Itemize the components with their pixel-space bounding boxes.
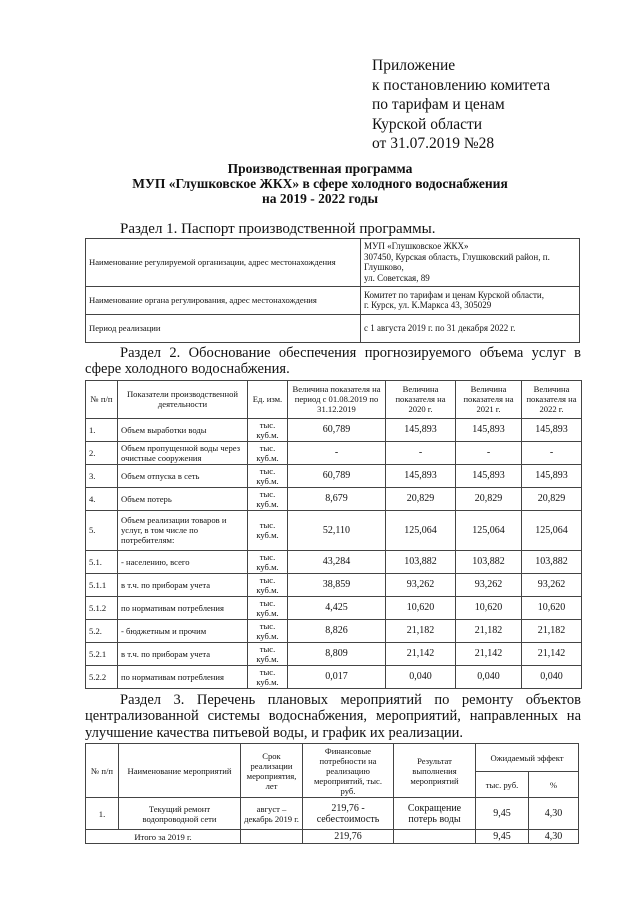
header-cell: Величина показателя на 2020 г. (386, 380, 456, 418)
cell-2022: 20,829 (522, 487, 582, 510)
cell-indicator: Объем потерь (118, 487, 248, 510)
cell-2019: - (288, 441, 386, 464)
table-row (86, 596, 582, 619)
cell-num: 5.2.1 (86, 642, 118, 665)
cell-num: 5.1.2 (86, 596, 118, 619)
cell-2021: 125,064 (456, 510, 522, 550)
total-pct: 4,30 (529, 830, 579, 844)
cell-2022: 103,882 (522, 550, 582, 573)
cell-2021: - (456, 441, 522, 464)
document-title (0, 161, 640, 206)
header-term: Срок реализации мероприятия, лет (241, 744, 303, 798)
cell-2022: 145,893 (522, 418, 582, 441)
cell-2020: 93,262 (386, 573, 456, 596)
table-row (86, 642, 582, 665)
value-line: ул. Советская, 89 (364, 272, 430, 283)
cell-2020: 145,893 (386, 418, 456, 441)
cell-2022: 145,893 (522, 464, 582, 487)
cell-num: 3. (86, 464, 118, 487)
cell-empty (241, 830, 303, 844)
appendix-line: от 31.07.2019 №28 (372, 135, 495, 152)
measures-table (85, 743, 579, 844)
table-row (86, 619, 582, 642)
header-cell: Ед. изм. (248, 380, 288, 418)
cell-2019: 60,789 (288, 464, 386, 487)
cell-unit: тыс. куб.м. (248, 418, 288, 441)
section1-heading: Раздел 1. Паспорт производственной программы. (120, 220, 436, 237)
appendix-line: к постановлению комитета (372, 76, 551, 94)
section2-heading: Раздел 2. Обоснование обеспечения прогнозируемого объема услуг в сфере холодного водоснабжения. (85, 344, 581, 377)
cell-2022: - (522, 441, 582, 464)
cell-2020: 103,882 (386, 550, 456, 573)
cell-num: 5.1.1 (86, 573, 118, 596)
section3-heading: Раздел 3. Перечень плановых мероприятий по ремонту объектов централизованной системы водоснабжения, мероприятий, направленных на улучшение качества питьевой воды, и график их реализации. (85, 691, 581, 741)
cell-unit: тыс. куб.м. (248, 665, 288, 688)
value-line: МУП «Глушковское ЖКХ» (364, 241, 469, 251)
cell-indicator: в т.ч. по приборам учета (118, 642, 248, 665)
cell-num: 5.1. (86, 550, 118, 573)
cell-finance: 219,76 - себестоимость (303, 798, 394, 830)
cell-2021: 21,142 (456, 642, 522, 665)
table-row (86, 665, 582, 688)
cell-unit: тыс. куб.м. (248, 619, 288, 642)
table-row (86, 573, 582, 596)
header-effect-rub: тыс. руб. (476, 772, 529, 798)
cell-2021: 21,182 (456, 619, 522, 642)
cell-name: Текущий ремонт водопроводной сети (119, 798, 241, 830)
table-total-row (86, 830, 579, 844)
table-header-row (86, 380, 582, 418)
header-result: Результат выполнения мероприятий (394, 744, 476, 798)
cell-unit: тыс. куб.м. (248, 441, 288, 464)
passport-label: Наименование органа регулирования, адрес местонахождения (86, 286, 361, 314)
title-line: на 2019 - 2022 годы (261, 190, 379, 206)
table-row (86, 286, 580, 314)
cell-2021: 0,040 (456, 665, 522, 688)
appendix-line: Приложение (372, 57, 456, 74)
cell-unit: тыс. куб.м. (248, 596, 288, 619)
passport-label: Наименование регулируемой организации, адрес местонахождения (86, 238, 361, 286)
cell-num: 4. (86, 487, 118, 510)
cell-2022: 21,182 (522, 619, 582, 642)
total-label: Итого за 2019 г. (86, 830, 241, 844)
header-finance: Финансовые потребности на реализацию мероприятий, тыс. руб. (303, 744, 394, 798)
cell-unit: тыс. куб.м. (248, 573, 288, 596)
cell-pct: 4,30 (529, 798, 579, 830)
cell-unit: тыс. куб.м. (248, 550, 288, 573)
header-effect-pct: % (529, 772, 579, 798)
table-row (86, 441, 582, 464)
cell-2021: 103,882 (456, 550, 522, 573)
cell-num: 1. (86, 418, 118, 441)
header-effect: Ожидаемый эффект (476, 744, 579, 772)
passport-table (85, 238, 580, 343)
cell-rub: 9,45 (476, 798, 529, 830)
passport-value (361, 238, 580, 286)
cell-2020: - (386, 441, 456, 464)
cell-2020: 125,064 (386, 510, 456, 550)
cell-2019: 8,809 (288, 642, 386, 665)
passport-value (361, 286, 580, 314)
cell-indicator: по нормативам потребления (118, 665, 248, 688)
cell-2022: 10,620 (522, 596, 582, 619)
cell-indicator: - бюджетным и прочим (118, 619, 248, 642)
cell-indicator: в т.ч. по приборам учета (118, 573, 248, 596)
appendix-line: по тарифам и ценам (372, 96, 505, 113)
cell-2019: 8,826 (288, 619, 386, 642)
cell-2022: 125,064 (522, 510, 582, 550)
cell-2020: 21,142 (386, 642, 456, 665)
cell-unit: тыс. куб.м. (248, 510, 288, 550)
table-row (86, 314, 580, 342)
cell-2021: 145,893 (456, 464, 522, 487)
cell-result: Сокращение потерь воды (394, 798, 476, 830)
cell-2020: 0,040 (386, 665, 456, 688)
cell-2021: 10,620 (456, 596, 522, 619)
cell-num: 5.2. (86, 619, 118, 642)
cell-unit: тыс. куб.м. (248, 487, 288, 510)
total-finance: 219,76 (303, 830, 394, 844)
cell-2021: 93,262 (456, 573, 522, 596)
title-line: Производственная программа (227, 160, 413, 176)
header-cell: Величина показателя на 2021 г. (456, 380, 522, 418)
table-row (86, 418, 582, 441)
cell-2022: 21,142 (522, 642, 582, 665)
cell-indicator: - населению, всего (118, 550, 248, 573)
appendix-line: Курской области (372, 115, 483, 133)
table-header-row (86, 744, 579, 772)
cell-2019: 0,017 (288, 665, 386, 688)
cell-2021: 145,893 (456, 418, 522, 441)
cell-unit: тыс. куб.м. (248, 464, 288, 487)
table-row (86, 798, 579, 830)
value-line: 307450, Курская область, Глушковский район, п. Глушково, (364, 251, 550, 272)
passport-label: Период реализации (86, 314, 361, 342)
table-row (86, 550, 582, 573)
cell-2022: 0,040 (522, 665, 582, 688)
cell-num: 2. (86, 441, 118, 464)
cell-2019: 8,679 (288, 487, 386, 510)
cell-unit: тыс. куб.м. (248, 642, 288, 665)
cell-2019: 60,789 (288, 418, 386, 441)
cell-2020: 10,620 (386, 596, 456, 619)
cell-2019: 52,110 (288, 510, 386, 550)
cell-2020: 21,182 (386, 619, 456, 642)
cell-2021: 20,829 (456, 487, 522, 510)
cell-2020: 145,893 (386, 464, 456, 487)
cell-num: 5.2.2 (86, 665, 118, 688)
cell-2019: 38,859 (288, 573, 386, 596)
header-cell: Величина показателя на период с 01.08.2019 по 31.12.2019 (288, 380, 386, 418)
header-num: № п/п (86, 744, 119, 798)
cell-2020: 20,829 (386, 487, 456, 510)
volume-table (85, 380, 582, 689)
cell-2019: 4,425 (288, 596, 386, 619)
passport-value: с 1 августа 2019 г. по 31 декабря 2022 г. (361, 314, 580, 342)
cell-indicator: Объем пропущенной воды через очистные сооружения (118, 441, 248, 464)
cell-indicator: Объем реализации товаров и услуг, в том числе по потребителям: (118, 510, 248, 550)
total-rub: 9,45 (476, 830, 529, 844)
cell-2022: 93,262 (522, 573, 582, 596)
table-row (86, 510, 582, 550)
cell-num: 5. (86, 510, 118, 550)
cell-indicator: Объем выработки воды (118, 418, 248, 441)
table-row (86, 464, 582, 487)
cell-2019: 43,284 (288, 550, 386, 573)
value-line: Комитет по тарифам и ценам Курской области, (364, 289, 544, 300)
title-line: МУП «Глушковское ЖКХ» в сфере холодного водоснабжения (132, 175, 508, 191)
cell-indicator: Объем отпуска в сеть (118, 464, 248, 487)
cell-indicator: по нормативам потребления (118, 596, 248, 619)
cell-term: август – декабрь 2019 г. (241, 798, 303, 830)
header-cell: № п/п (86, 380, 118, 418)
header-cell: Показатели производственной деятельности (118, 380, 248, 418)
table-row (86, 238, 580, 286)
value-line: г. Курск, ул. К.Маркса 43, 305029 (364, 300, 492, 310)
cell-num: 1. (86, 798, 119, 830)
header-cell: Величина показателя на 2022 г. (522, 380, 582, 418)
header-name: Наименование мероприятий (119, 744, 241, 798)
table-row (86, 487, 582, 510)
appendix-block (372, 56, 581, 154)
cell-empty (394, 830, 476, 844)
